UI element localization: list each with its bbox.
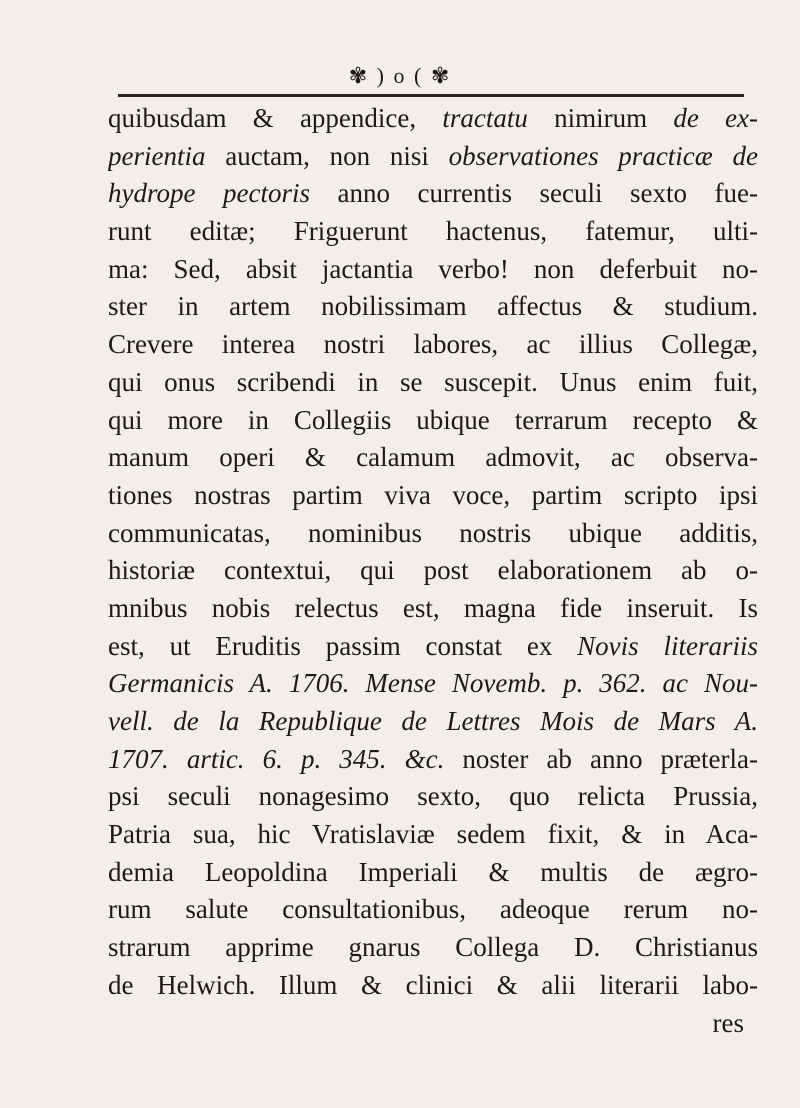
text-segment: demia Leopoldina Imperiali & multis de ægro- <box>108 856 758 887</box>
text-line <box>108 326 758 364</box>
text-segment: historiæ contextui, qui post elaborationem ab o- <box>108 555 758 586</box>
text-line <box>108 288 758 326</box>
text-line <box>108 175 758 213</box>
text-line <box>108 665 758 703</box>
text-segment: anno currentis seculi sexto fue- <box>309 178 758 209</box>
text-line <box>108 741 758 779</box>
text-segment: de ex- <box>673 103 758 133</box>
text-line <box>108 590 758 628</box>
text-segment: est, ut Eruditis passim constat ex <box>108 630 578 661</box>
text-segment: psi seculi nonagesimo sexto, quo relicta Prussia, <box>108 781 758 812</box>
header-rule <box>118 94 744 97</box>
text-segment: strarum apprime gnarus Collega D. Christianus <box>108 932 758 963</box>
text-segment: res <box>712 1007 744 1038</box>
text-line <box>108 628 758 666</box>
text-segment: runt editæ; Friguerunt hactenus, fatemur, ulti- <box>108 216 758 247</box>
text-segment: nimirum <box>527 103 674 133</box>
text-segment: ster in artem nobilissimam affectus & studium. <box>108 291 758 322</box>
text-line <box>108 552 758 590</box>
text-line <box>108 364 758 402</box>
text-segment: manum operi & calamum admovit, ac observa- <box>108 442 758 473</box>
text-line <box>108 251 758 289</box>
text-line <box>108 515 758 553</box>
text-line <box>108 439 758 477</box>
text-segment: rum salute consultationibus, adeoque rerum no- <box>108 894 758 925</box>
text-segment: qui more in Collegiis ubique terrarum recepto & <box>108 404 758 435</box>
text-segment: tiones nostras partim viva voce, partim scripto ipsi <box>108 479 758 510</box>
text-line <box>108 816 758 854</box>
body-text <box>108 100 758 1042</box>
page-header-ornament: ✾ ) o ( ✾ <box>348 63 452 88</box>
text-line <box>108 1005 758 1043</box>
text-line <box>108 402 758 440</box>
text-line <box>108 100 758 138</box>
text-segment: ma: Sed, absit jactantia verbo! non deferbuit no- <box>108 253 758 284</box>
text-line <box>108 891 758 929</box>
text-segment: observationes practicæ de <box>448 140 758 171</box>
text-segment: Germanicis A. 1706. Mense Novemb. p. 362. ac Nou- <box>108 668 758 699</box>
text-segment: vell. de la Republique de Lettres Mois de Mars A. <box>108 706 758 736</box>
text-line <box>108 967 758 1005</box>
text-line <box>108 477 758 515</box>
text-line <box>108 778 758 816</box>
text-segment: auctam, non nisi <box>205 140 449 171</box>
text-segment: Novis literariis <box>577 630 758 661</box>
text-segment: mnibus nobis relectus est, magna fide inseruit. Is <box>108 592 758 623</box>
text-segment: noster ab anno præterla- <box>444 743 758 774</box>
text-segment: communicatas, nominibus nostris ubique additis, <box>108 517 758 548</box>
text-segment: quibusdam & appendice, <box>108 103 443 133</box>
text-line <box>108 703 758 741</box>
text-line <box>108 138 758 176</box>
text-segment: de Helwich. Illum & clinici & alii literarii labo- <box>108 969 758 1000</box>
text-segment: hydrope pectoris <box>108 178 310 209</box>
text-segment: qui onus scribendi in se suscepit. Unus enim fuit, <box>108 366 758 397</box>
text-segment: Crevere interea nostri labores, ac illius Collegæ, <box>108 329 758 360</box>
text-segment: tractatu <box>442 103 528 133</box>
text-line <box>108 854 758 892</box>
text-segment: perientia <box>108 140 206 171</box>
text-segment: Patria sua, hic Vratislaviæ sedem fixit, & in Aca- <box>108 819 758 850</box>
text-line <box>108 929 758 967</box>
text-line <box>108 213 758 251</box>
text-segment: 1707. artic. 6. p. 345. &c. <box>108 743 445 774</box>
